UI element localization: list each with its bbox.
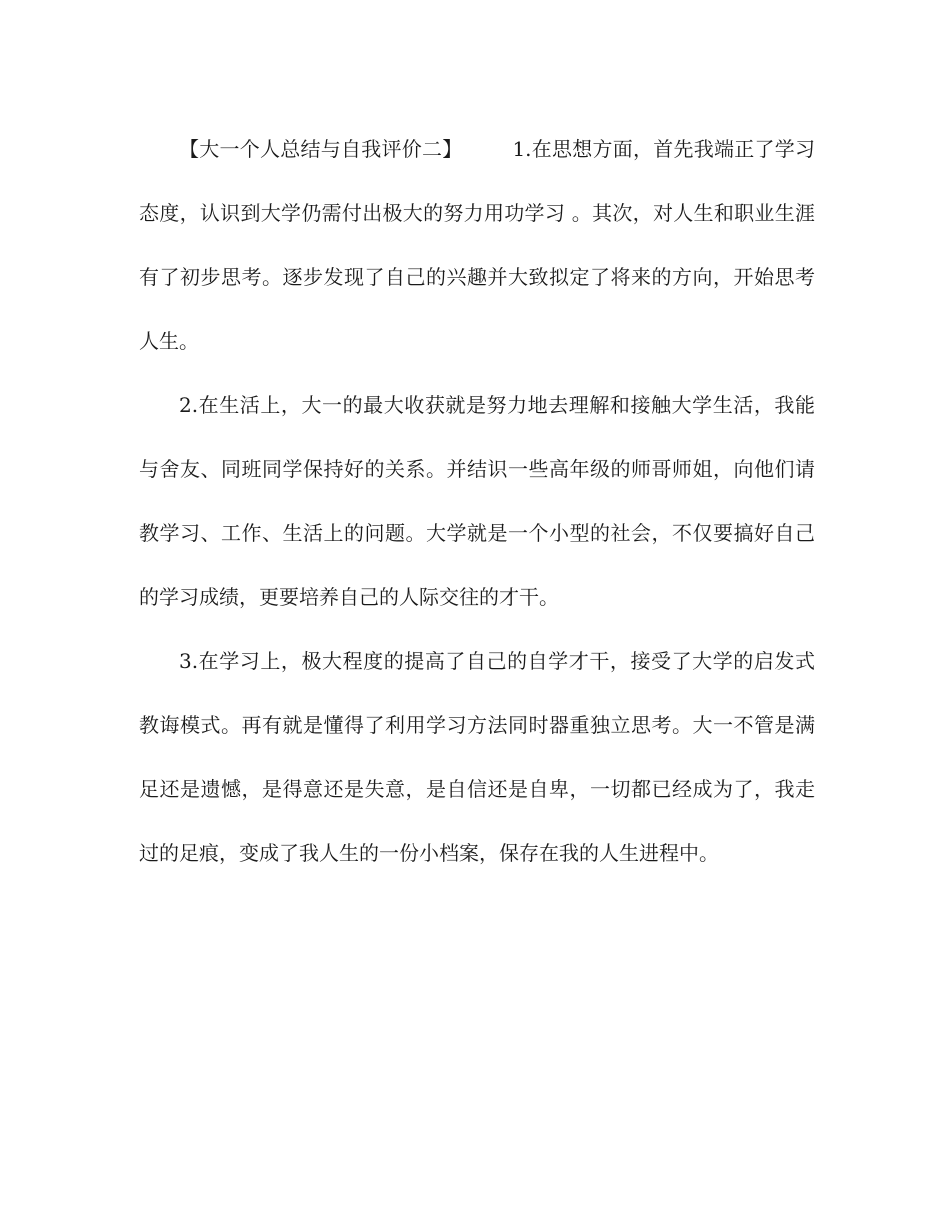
paragraph-1-lead: 1.在思想方面，首先我端正了 <box>512 137 775 161</box>
paragraph-3: 3.在学习上，极大程度的提高了自己的自学才干，接受了大学的启发式教诲模式。再有就是懂得了利用学习方法同时器重独立思考。大一不管是满足还是遗憾，是得意还是失意，是自信还是自卑，一切都已经成为了，我走过的足痕，变成了我人生的一份小档案，保存在我的人生进程中。 <box>139 649 815 865</box>
paragraph-1-rest: 学习态度，认识到大学仍需付出极大的努力用功学习 。其次，对人生和职业生涯有了初步思考。逐步发现了自己的兴趣并大致拟定了将来的方向，开始思考人生。 <box>139 137 815 353</box>
paragraph-2: 2.在生活上，大一的最大收获就是努力地去理解和接触大学生活，我能与舍友、同班同学保持好的关系。并结识一些高年级的师哥师姐，向他们请教学习、工作、生活上的问题。大学就是一个小型的社会，不仅要搞好自己的学习成绩，更要培养自己的人际交往的才干。 <box>139 393 815 609</box>
document-heading: 【大一个人总结与自我评价二】 <box>179 137 463 161</box>
paragraph-1 <box>139 117 815 373</box>
document-body <box>139 117 815 885</box>
